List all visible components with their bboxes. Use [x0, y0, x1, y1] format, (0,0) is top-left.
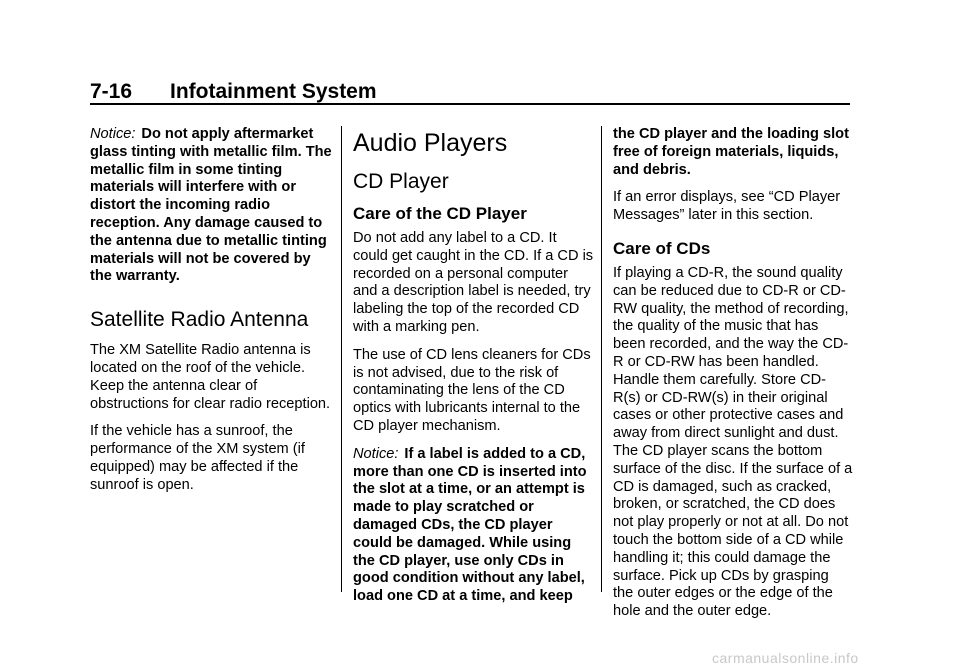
- notice-label: Notice:: [353, 445, 399, 462]
- heading-care-of-cd-player: Care of the CD Player: [353, 204, 527, 223]
- notice-cd-damage: [353, 446, 595, 606]
- heading-audio-players: Audio Players: [353, 129, 508, 157]
- paragraph-sunroof: If the vehicle has a sunroof, the performance of the XM system (if equipped) may be affected if the sunroof is open.: [90, 423, 305, 493]
- heading-cd-player: CD Player: [353, 170, 449, 193]
- header-rule: [90, 103, 850, 105]
- column-3: [613, 126, 853, 631]
- notice-text: Do not apply aftermarket glass tinting with metallic film. The metallic film in some tinting materials will interfere with or distort the incoming radio reception. Any damage caused to the antenna due to metallic tinting materials will not be covered by the warranty.: [90, 126, 332, 285]
- section-title: Infotainment System: [170, 80, 377, 103]
- page-header: [90, 80, 850, 104]
- heading-satellite-radio-antenna: Satellite Radio Antenna: [90, 308, 309, 332]
- notice-text: If a label is added to a CD, more than one CD is inserted into the slot at a time, or an attempt is made to play scratched or damaged CDs, the CD player could be damaged. While using the CD player, use only CDs in good condition without any label, load one CD at a time, and keep: [353, 445, 587, 605]
- notice-tinting: [90, 126, 335, 286]
- paragraph-cd-labels: Do not add any label to a CD. It could get caught in the CD. If a CD is recorded on a personal computer and a description label is needed, try labeling the top of the recorded CD with a marking pen.: [353, 230, 594, 335]
- column-2: [353, 126, 595, 616]
- heading-care-of-cds: Care of CDs: [613, 238, 711, 258]
- notice-continued: the CD player and the loading slot free of foreign materials, liquids, and debris.: [613, 126, 849, 178]
- notice-label: Notice:: [90, 126, 136, 142]
- paragraph-error-display: If an error displays, see “CD Player Messages” later in this section.: [613, 189, 841, 224]
- page-number: 7-16: [90, 80, 133, 103]
- watermark: carmanualsonline.info: [712, 650, 859, 666]
- column-divider-2: [601, 126, 602, 592]
- paragraph-cd-handling: If playing a CD-R, the sound quality can be reduced due to CD-R or CD-RW quality, the method of recording, the quality of the music that has been recorded, and the way the CD-R or CD-RW has been handled. Handle them carefully. Store CD-R(s) or CD-RW(s) in their original cases or other protective cases and away from direct sunlight and dust. The CD player scans the bottom surface of the disc. If the surface of a CD is damaged, such as cracked, broken, or scratched, the CD does not play properly or not at all. Do not touch the bottom side of a CD while handling it; this could damage the surface. Pick up CDs by grasping the outer edges or the edge of the hole and the outer edge.: [613, 264, 853, 620]
- column-divider-1: [341, 126, 342, 592]
- column-1: [90, 126, 335, 505]
- paragraph-lens-cleaners: The use of CD lens cleaners for CDs is not advised, due to the risk of contaminating the lens of the CD optics with lubricants internal to the CD player mechanism.: [353, 346, 591, 434]
- paragraph-antenna-location: The XM Satellite Radio antenna is located on the roof of the vehicle. Keep the antenna clear of obstructions for clear radio reception.: [90, 342, 331, 412]
